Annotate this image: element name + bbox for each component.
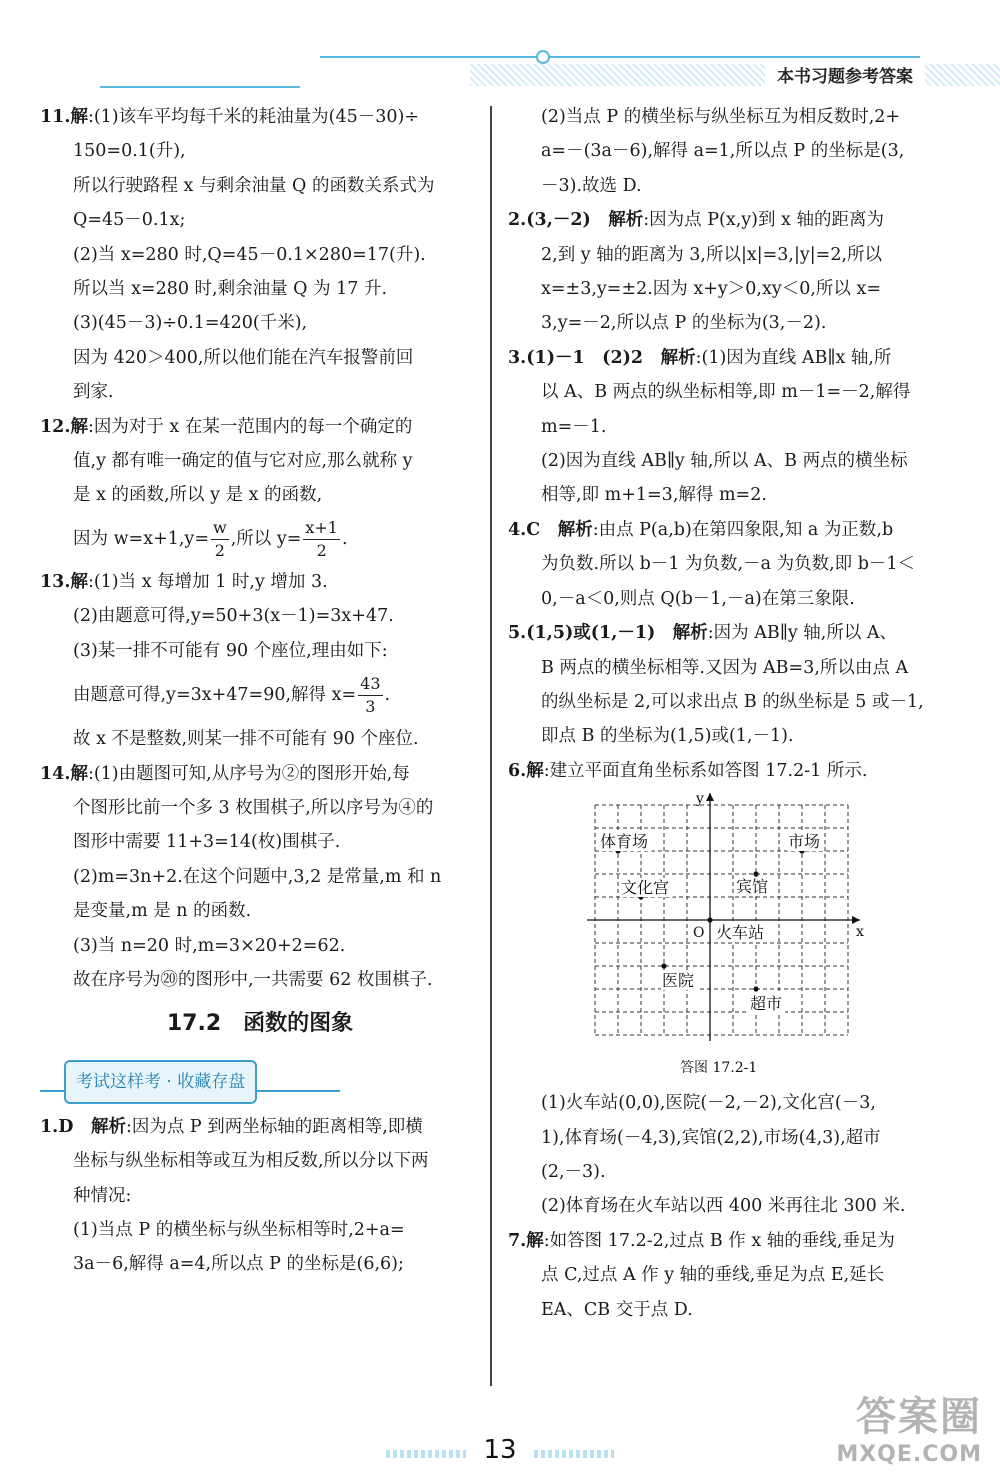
place-label: 体育场 <box>600 832 649 852</box>
right-column <box>508 100 946 1327</box>
place-point <box>753 872 758 877</box>
page-header <box>320 48 1000 88</box>
watermark-logo: 答案圈 <box>856 1394 982 1440</box>
y-axis-label: y <box>696 791 704 808</box>
place-point <box>753 987 758 992</box>
coordinate-figure <box>580 790 880 1080</box>
answer-13: 13.解:(1)当 x 每增加 1 时,y 增加 3. (2)由题意可得,y=50+3(x－1)=3x+47. (3)某一排不可能有 90 个座位,理由如下: 由题意可得,y=3x+47=90,解得 x= $\frac{43}{3}$ . 故 x 不是整数,则某一排不可能有 90 个座位. <box>40 571 419 750</box>
place-label: 宾馆 <box>736 877 769 897</box>
footer-decoration <box>534 1450 614 1458</box>
answer-label: 11.解 <box>40 107 88 127</box>
y-axis-arrow <box>706 793 714 801</box>
answer-label: 1.D <box>40 1116 74 1137</box>
answer-label: 2.(3,－2) <box>508 210 591 231</box>
fraction: $\frac{43}{3}$ <box>360 674 381 717</box>
answer-7: 7.解:如答图 17.2-2,过点 B 作 x 轴的垂线,垂足为 点 C,过点 A 作 y 轴的垂线,垂足为点 E,延长 EA、CB 交于点 D. <box>508 1230 895 1320</box>
answer-14: 14.解:(1)由题图可知,从序号为②的图形开始,每 个图形比前一个多 3 枚围棋子,所以序号为④的 图形中需要 11+3=14(枚)围棋子. (2)m=3n+2.在这个问题中,3,2 是常量,m 和 n 是变量,m 是 n 的函数. (3)当 n=20 时,m=3×20+2=62. 故在序号为⑳的图形中,一共需要 62 枚围棋子. <box>40 763 442 990</box>
header-title: 本书习题参考答案 <box>765 60 925 89</box>
answer-label: 12.解 <box>40 416 88 437</box>
footer-decoration <box>386 1450 466 1458</box>
place-point <box>661 964 666 969</box>
page-number: 13 <box>483 1435 517 1465</box>
answer-3: 3.(1)－1 (2)2 解析:(1)因为直线 AB∥x 轴,所 以 A、B 两点的纵坐标相等,即 m－1=－2,解得 m=－1. (2)因为直线 AB∥y 轴,所以 A、B 两点的横坐标 相等,即 m+1=3,解得 m=2. <box>508 347 911 506</box>
place-label: 火车站 <box>716 923 765 943</box>
answer-label: 13.解 <box>40 571 88 592</box>
place-label: 超市 <box>750 994 783 1014</box>
fraction: $\frac{x+1}{2}$ <box>305 517 338 560</box>
place-label: 医院 <box>662 971 695 991</box>
x-axis-arrow <box>852 916 860 924</box>
x-axis-label: x <box>856 924 864 941</box>
answer-4: 4.C 解析:由点 P(a,b)在第四象限,知 a 为正数,b 为负数.所以 b－1 为负数,－a 为负数,即 b－1＜ 0,－a＜0,则点 Q(b－1,－a)在第三象限. <box>508 519 916 609</box>
header-rule <box>320 56 920 58</box>
origin-label: O <box>693 925 705 942</box>
watermark-url: MXQE.COM <box>836 1442 982 1467</box>
answer-label: 3.(1)－1 (2)2 <box>508 347 644 368</box>
answer-6: 6.解:建立平面直角坐标系如答图 17.2-1 所示. x y O 体育场 市场 宾馆 文化宫 火车站 医院 超市 答图 17.2-1 (1)火车站(0,0),医院(－2,－2),文化宫(－3, 1),体育场(－4,3),宾馆(2,2),市场(4,3),超市 (2,－3). (2)体育场在火车站以西 400 米再往北 300 米. <box>508 760 906 1217</box>
header-left-rule <box>100 86 300 88</box>
answer-label: 14.解 <box>40 763 88 784</box>
answer-label: 5.(1,5)或(1,－1) <box>508 623 656 644</box>
place-point <box>707 918 712 923</box>
answer-1: 1.D 解析:因为点 P 到两坐标轴的距离相等,即横 坐标与纵坐标相等或互为相反数,所以分以下两 种情况: (1)当点 P 的横坐标与纵坐标相等时,2+a= 3a－6,解得 a=4,所以点 P 的坐标是(6,6); <box>40 1116 429 1275</box>
watermark <box>836 1385 982 1467</box>
answer-5: 5.(1,5)或(1,－1) 解析:因为 AB∥y 轴,所以 A、 B 两点的横坐标相等.又因为 AB=3,所以由点 A 的纵坐标是 2,可以求出点 B 的纵坐标是 5 或－1, 即点 B 的坐标为(1,5)或(1,－1). <box>508 623 924 747</box>
answer-12: 12.解:因为对于 x 在某一范围内的每一个确定的 值,y 都有唯一确定的值与它对应,那么就称 y 是 x 的函数,所以 y 是 x 的函数, 因为 w=x+1,y= $\frac{w}{2}$ ,所以 y= $\frac{x+1}{2}$ . <box>40 416 413 560</box>
answer-label: 6.解 <box>508 760 544 781</box>
header-dot <box>536 50 550 64</box>
section-banner <box>40 1056 480 1096</box>
answer-2: 2.(3,－2) 解析:因为点 P(x,y)到 x 轴的距离为 2,到 y 轴的距离为 3,所以|x|=3,|y|=2,所以 x=±3,y=±2.因为 x+y＞0,xy＜0,所以 x= 3,y=－2,所以点 P 的坐标为(3,－2). <box>508 210 884 334</box>
answer-label: 7.解 <box>508 1230 544 1251</box>
figure-caption: 答图 17.2-1 <box>680 1060 758 1077</box>
answer-11: 11.解:(1)该车平均每千米的耗油量为(45－30)÷ 150=0.1(升), 所以行驶路程 x 与剩余油量 Q 的函数关系式为 Q=45－0.1x; (2)当 x=280 时,Q=45－0.1×280=17(升). 所以当 x=280 时,剩余油量 Q 为 17 升. (3)(45－3)÷0.1=420(千米), 因为 420＞400,所以他们能在汽车报警前回 到家. <box>40 107 435 403</box>
column-divider <box>490 106 492 1386</box>
answer-1-continued: (2)当点 P 的横坐标与纵坐标互为相反数时,2+ a=－(3a－6),解得 a=1,所以点 P 的坐标是(3, －3).故选 D. <box>541 107 905 196</box>
place-label: 市场 <box>788 832 821 852</box>
place-label: 文化宫 <box>621 878 670 898</box>
left-column <box>40 100 480 1282</box>
fraction: $\frac{w}{2}$ <box>212 517 227 560</box>
section-title: 17.2 函数的图象 <box>166 1011 354 1037</box>
coordinate-grid <box>580 790 880 1080</box>
answer-label: 4.C <box>508 519 541 540</box>
banner-label: 考试这样考 · 收藏存盘 <box>64 1060 257 1104</box>
